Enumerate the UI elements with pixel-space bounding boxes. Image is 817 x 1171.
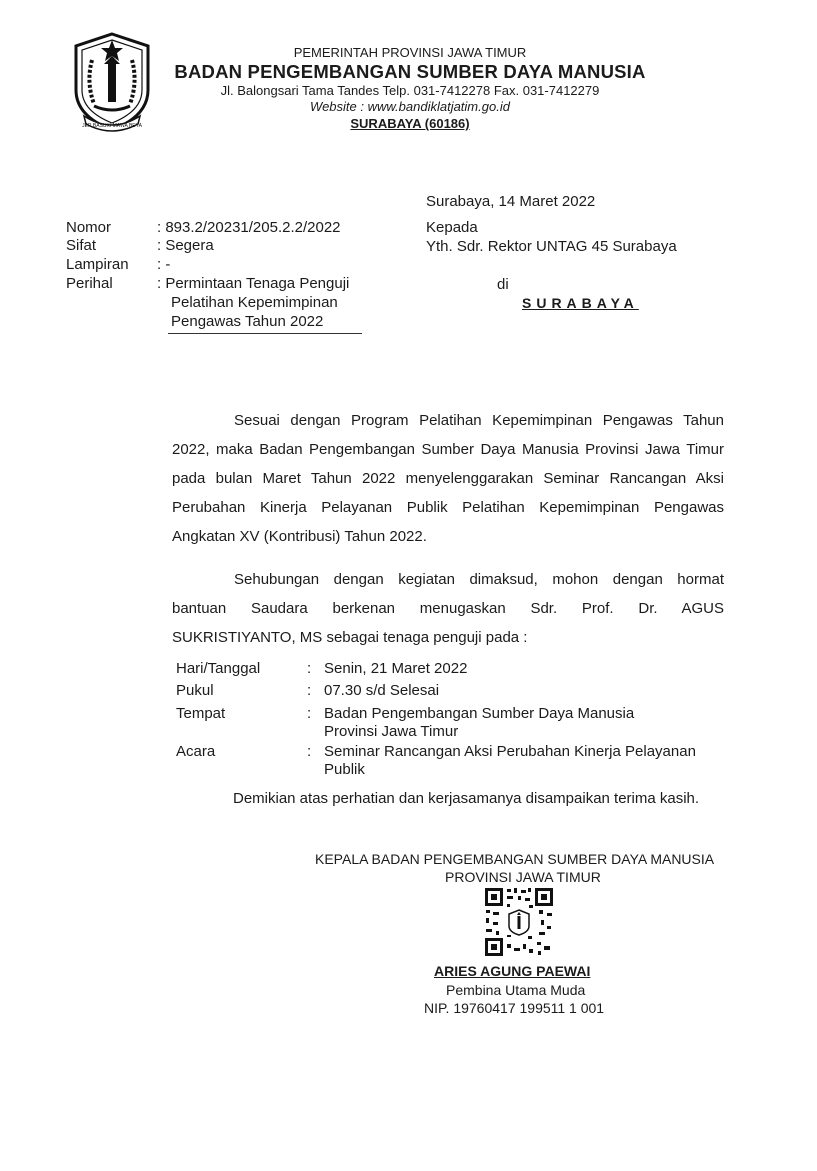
schedule-tempat-value-line2: Provinsi Jawa Timur bbox=[324, 723, 459, 740]
body-paragraph-2-line2: bantuan Saudara berkenan menugaskan Sdr. Prof. Dr. AGUS bbox=[172, 600, 724, 617]
schedule-pukul-label: Pukul bbox=[176, 682, 214, 699]
nomor-value: : 893.2/20231/205.2.2/2022 bbox=[157, 219, 341, 236]
body-paragraph-1: Sesuai dengan Program Pelatihan Kepemimpinan Pengawas Tahun 2022, maka Badan Pengembangan Sumber Daya Manusia Provinsi Jawa Timur pada bulan Maret Tahun 2022 menyelenggarakan Seminar Rancangan Aksi Perubahan Kinerja Pelayanan Publik Pelatihan Kepemimpinan Pengawas Angkatan XV (Kontribusi) Tahun 2022. bbox=[172, 412, 724, 545]
perihal-underline bbox=[168, 333, 362, 334]
schedule-hari-label: Hari/Tanggal bbox=[176, 660, 261, 677]
schedule-acara-label: Acara bbox=[176, 743, 216, 760]
recipient-kepada: Kepada bbox=[426, 219, 478, 236]
body-paragraph-2-line1: Sehubungan dengan kegiatan dimaksud, mohon dengan hormat bbox=[234, 571, 724, 588]
schedule-tempat-colon: : bbox=[307, 705, 312, 722]
perihal-label: Perihal bbox=[66, 275, 113, 292]
nomor-label: Nomor bbox=[66, 219, 112, 236]
schedule-tempat-label: Tempat bbox=[176, 705, 226, 722]
signatory-province: PROVINSI JAWA TIMUR bbox=[445, 869, 601, 885]
recipient-di: di bbox=[497, 276, 509, 293]
schedule-hari-value: Senin, 21 Maret 2022 bbox=[324, 660, 468, 677]
signature-qr-code bbox=[483, 886, 555, 958]
schedule-pukul-value: 07.30 s/d Selesai bbox=[324, 682, 440, 699]
sifat-label: Sifat bbox=[66, 237, 97, 254]
perihal-value-line3: Pengawas Tahun 2022 bbox=[171, 313, 324, 330]
signatory-title: KEPALA BADAN PENGEMBANGAN SUMBER DAYA MANUSIA bbox=[315, 851, 715, 867]
recipient-name: Yth. Sdr. Rektor UNTAG 45 Surabaya bbox=[426, 238, 677, 255]
schedule-acara-value-line2: Publik bbox=[324, 761, 365, 778]
agency-address: Jl. Balongsari Tama Tandes Telp. 031-7412278 Fax. 031-7412279 bbox=[220, 83, 600, 98]
perihal-value: : Permintaan Tenaga Penguji bbox=[157, 275, 350, 292]
recipient-city: SURABAYA bbox=[522, 295, 639, 311]
signatory-rank: Pembina Utama Muda bbox=[446, 982, 586, 998]
schedule-acara-colon: : bbox=[307, 743, 312, 760]
provincial-seal-logo bbox=[70, 30, 154, 136]
schedule-hari-colon: : bbox=[307, 660, 312, 677]
schedule-tempat-value: Badan Pengembangan Sumber Daya Manusia bbox=[324, 705, 635, 722]
agency-name: BADAN PENGEMBANGAN SUMBER DAYA MANUSIA bbox=[174, 61, 646, 82]
government-name: PEMERINTAH PROVINSI JAWA TIMUR bbox=[293, 45, 527, 60]
signatory-name: ARIES AGUNG PAEWAI bbox=[434, 963, 591, 979]
agency-city: SURABAYA (60186) bbox=[350, 116, 470, 131]
seal-motto: JER BASUKI MAWA BEYA bbox=[82, 123, 142, 129]
perihal-value-line2: Pelatihan Kepemimpinan bbox=[171, 294, 338, 311]
agency-website: Website : www.bandiklatjatim.go.id bbox=[310, 99, 510, 114]
signatory-nip: NIP. 19760417 199511 1 001 bbox=[424, 1000, 605, 1016]
sifat-value: : Segera bbox=[157, 237, 214, 254]
schedule-acara-value: Seminar Rancangan Aksi Perubahan Kinerja Pelayanan bbox=[324, 743, 696, 760]
letter-date: Surabaya, 14 Maret 2022 bbox=[426, 193, 596, 210]
closing-sentence: Demikian atas perhatian dan kerjasamanya disampaikan terima kasih. bbox=[233, 790, 700, 807]
lampiran-value: : - bbox=[157, 256, 171, 273]
body-paragraph-2-line3: SUKRISTIYANTO, MS sebagai tenaga penguji pada : bbox=[172, 629, 528, 646]
schedule-pukul-colon: : bbox=[307, 682, 312, 699]
lampiran-label: Lampiran bbox=[66, 256, 129, 273]
